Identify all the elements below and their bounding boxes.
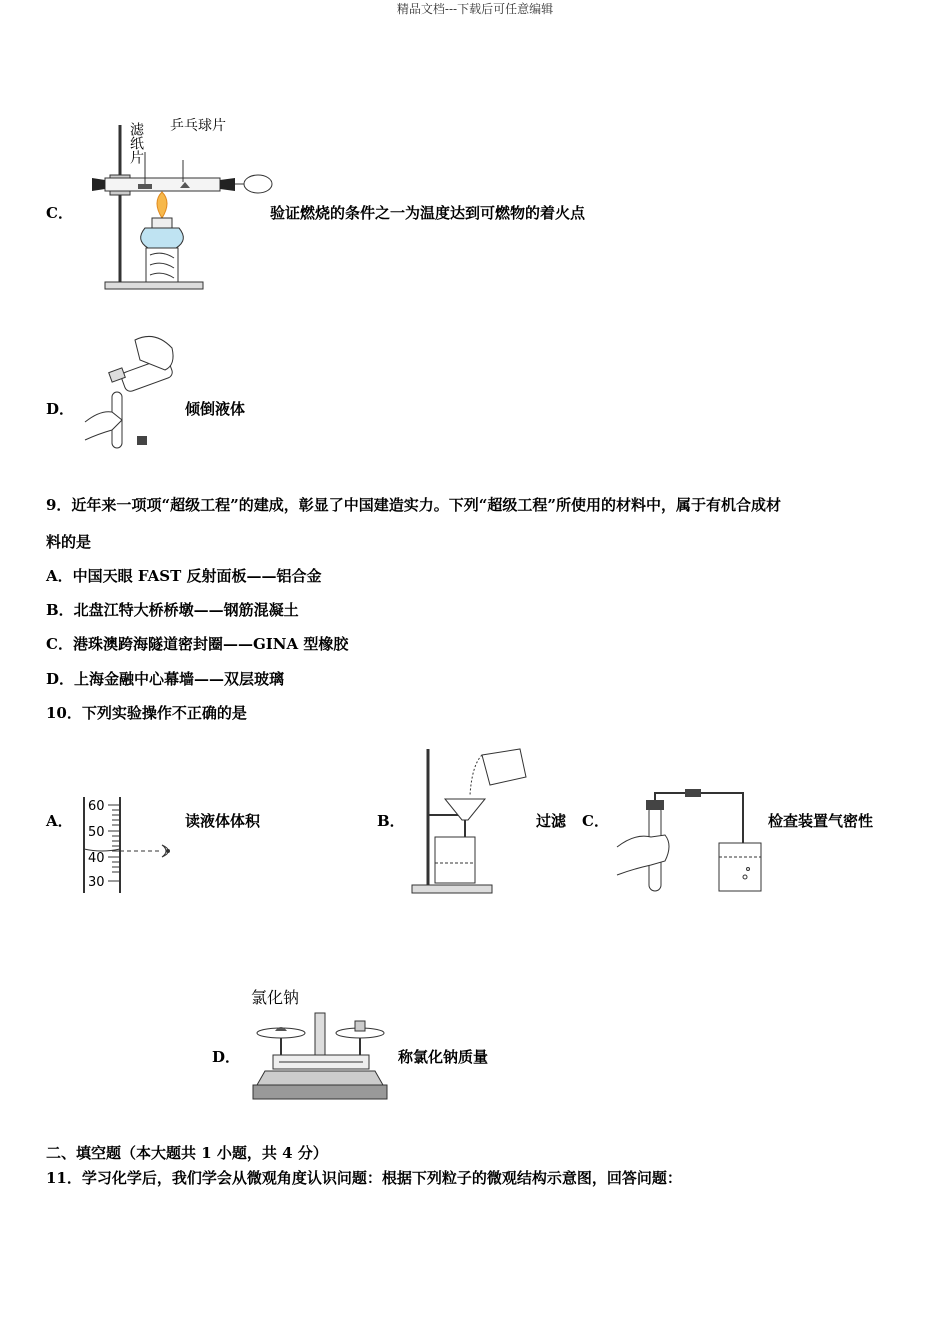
- q8-c-text: 验证燃烧的条件之一为温度达到可燃物的着火点: [270, 204, 586, 222]
- pouring-liquid-figure: [80, 330, 180, 455]
- q9-option-d: D．上海金融中心幕墙——双层玻璃: [46, 670, 285, 688]
- q8-c-letter: C．: [46, 204, 73, 222]
- q10-b-letter: B．: [377, 812, 405, 830]
- q11-stem: 11．学习化学后，我们学会从微观角度认识问题：根据下列粒子的微观结构示意图，回答问题：: [46, 1169, 682, 1187]
- airtightness-check-figure: [615, 785, 765, 895]
- tick-50: 50: [88, 825, 105, 840]
- q8-d-letter: D．: [46, 400, 75, 418]
- q10-a-text: 读液体体积: [185, 812, 261, 830]
- filtration-figure: [410, 745, 530, 895]
- q10-b-text: 过滤: [536, 812, 567, 830]
- graduated-cylinder-figure: [80, 795, 180, 895]
- label-filter-paper: 滤纸片: [128, 122, 144, 164]
- tick-40: 40: [88, 851, 105, 866]
- page-header: 精品文档---下载后可任意编辑: [396, 2, 554, 16]
- q10-stem: 10．下列实验操作不正确的是: [46, 704, 247, 722]
- q10-d-text: 称氯化钠质量: [398, 1048, 489, 1066]
- q10-a-letter: A．: [46, 812, 73, 830]
- q10-c-letter: C．: [582, 812, 609, 830]
- tick-30: 30: [88, 875, 105, 890]
- q9-option-b: B．北盘江特大桥桥墩——钢筋混凝土: [46, 601, 299, 619]
- q10-c-text: 检查装置气密性: [768, 812, 874, 830]
- balance-scale-figure: [245, 985, 395, 1105]
- tick-60: 60: [88, 799, 105, 814]
- q10-d-letter: D．: [212, 1048, 241, 1066]
- q9-stem-line1: 9．近年来一项项“超级工程”的建成，彰显了中国建造实力。下列“超级工程”所使用的材料中，属于有机合成材: [46, 496, 781, 514]
- q9-option-a: A．中国天眼 FAST 反射面板——铝合金: [46, 567, 322, 585]
- label-nacl: 氯化钠: [251, 988, 300, 1007]
- q9-option-c: C．港珠澳跨海隧道密封圈——GINA 型橡胶: [46, 635, 349, 653]
- q8-d-text: 倾倒液体: [185, 400, 246, 418]
- label-pingpong: 乒乓球片: [170, 118, 226, 134]
- q9-stem-line2: 料的是: [46, 533, 92, 551]
- combustion-apparatus-figure: [90, 100, 270, 295]
- section-2-heading: 二、填空题（本大题共 1 小题，共 4 分）: [46, 1144, 328, 1162]
